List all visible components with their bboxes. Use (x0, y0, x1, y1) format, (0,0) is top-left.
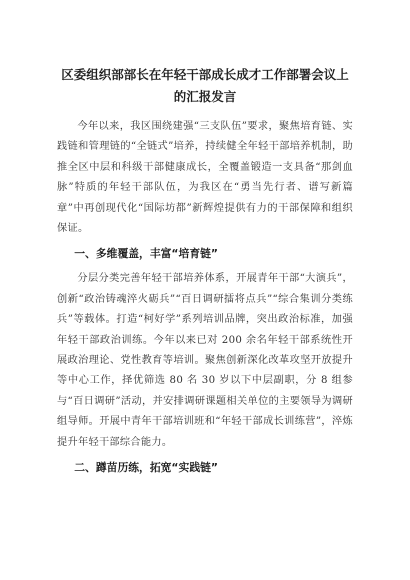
document-title: 区委组织部部长在年轻干部成长成才工作部署会议上的汇报发言 (61, 67, 349, 104)
section-heading-1: 一、多维覆盖，丰富“培育链” (74, 247, 219, 261)
intro-paragraph: 今年以来，我区围绕建强“三支队伍”要求，聚焦培育链、实践链和管理链的“全链式”培养，持续健全年轻干部培养机制，助推全区中层和科级干部健康成长，全覆盖锻造一支具备“那剑血脉”特质的年轻干部队伍，为我区在“勇当先行者、谱写新篇章”中再创现代化“国际坊都”新辉煌提供有力的干部保障和组织保证。 (57, 121, 353, 235)
section-1-paragraph: 分层分类完善年轻干部培养体系，开展青年干部“大演兵”，创新“政治铸魂淬火砺兵”“百日调研擂将点兵”“综合集训分类练兵”等载体。打造“柯好学”系列培训品牌，突出政治标准，加强年轻干部政治训练。今年以来已对 200 余名年轻干部系统性开展政治理论、党性教育等培训。聚焦创新深化改革攻坚开放提升等中心工作，择优筛选 80 名 30 岁以下中层副职，分 8 组参与“百日调研”活动，并安排调研课题相关单位的主要领导为调研组导师。开展中青年干部培训班和“年轻干部成长训练营”，淬炼提升年轻干部综合能力。 (57, 273, 353, 448)
document-body (57, 117, 353, 483)
section-heading-2: 二、蹲苗历练，拓宽“实践链” (74, 461, 219, 475)
